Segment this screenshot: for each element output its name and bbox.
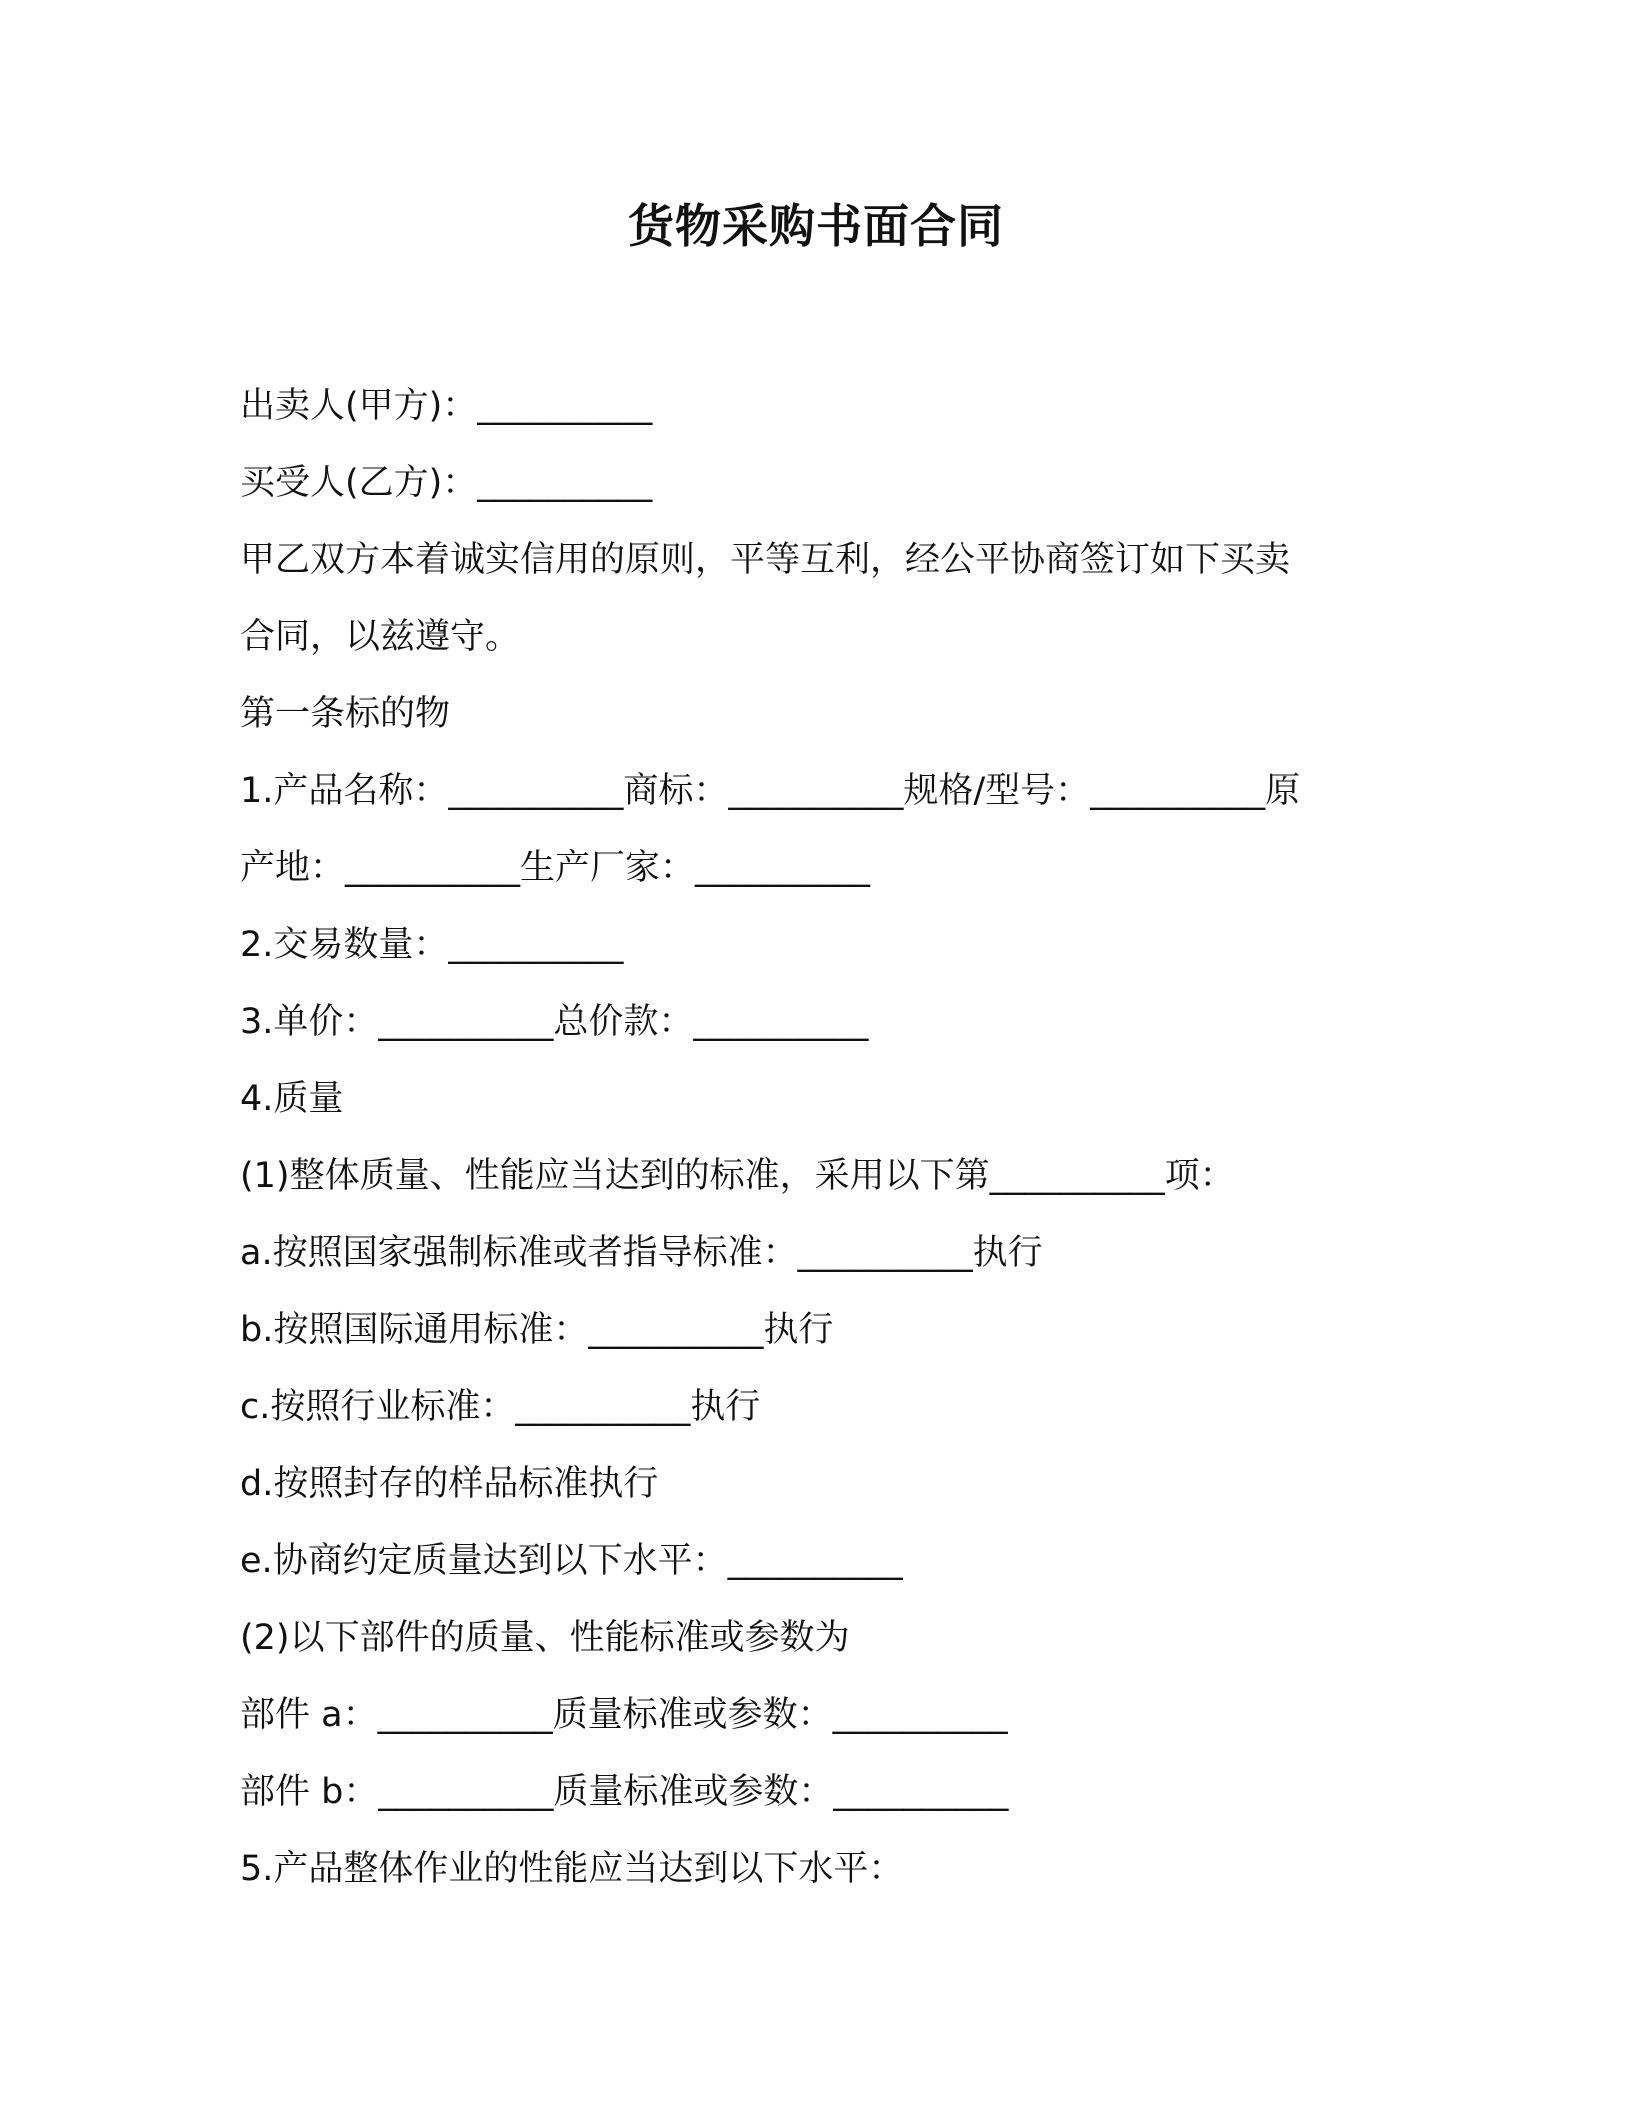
article-1-heading: 第一条标的物 <box>240 694 451 734</box>
option-b-line: b.按照国际通用标准：__________执行 <box>240 1310 834 1350</box>
contract-body <box>240 368 1380 1908</box>
overall-performance-line: 5.产品整体作业的性能应当达到以下水平： <box>240 1849 904 1889</box>
seller-line: 出卖人(甲方)：__________ <box>240 386 653 426</box>
quality-heading: 4.质量 <box>240 1079 344 1119</box>
preamble-line-2: 合同，以兹遵守。 <box>240 617 521 657</box>
option-d-line: d.按照封存的样品标准执行 <box>240 1464 659 1504</box>
quantity-line: 2.交易数量：__________ <box>240 925 624 965</box>
origin-manufacturer-line: 产地：__________生产厂家：__________ <box>240 848 871 888</box>
parts-standard-line: (2)以下部件的质量、性能标准或参数为 <box>240 1618 850 1658</box>
option-c-line: c.按照行业标准：__________执行 <box>240 1387 761 1427</box>
preamble-line-1: 甲乙双方本着诚实信用的原则，平等互利，经公平协商签订如下买卖 <box>240 540 1291 580</box>
part-b-line: 部件 b：__________质量标准或参数：__________ <box>240 1772 1009 1812</box>
quality-standard-line: (1)整体质量、性能应当达到的标准，采用以下第__________项： <box>240 1156 1235 1196</box>
price-line: 3.单价：__________总价款：__________ <box>240 1002 869 1042</box>
option-e-line: e.协商约定质量达到以下水平：__________ <box>240 1541 903 1581</box>
document-title: 货物采购书面合同 <box>628 199 1004 253</box>
buyer-line: 买受人(乙方)：__________ <box>240 463 653 503</box>
product-name-line: 1.产品名称：__________商标：__________规格/型号：__________原 <box>240 771 1301 811</box>
part-a-line: 部件 a：__________质量标准或参数：__________ <box>240 1695 1008 1735</box>
option-a-line: a.按照国家强制标准或者指导标准：__________执行 <box>240 1233 1043 1273</box>
